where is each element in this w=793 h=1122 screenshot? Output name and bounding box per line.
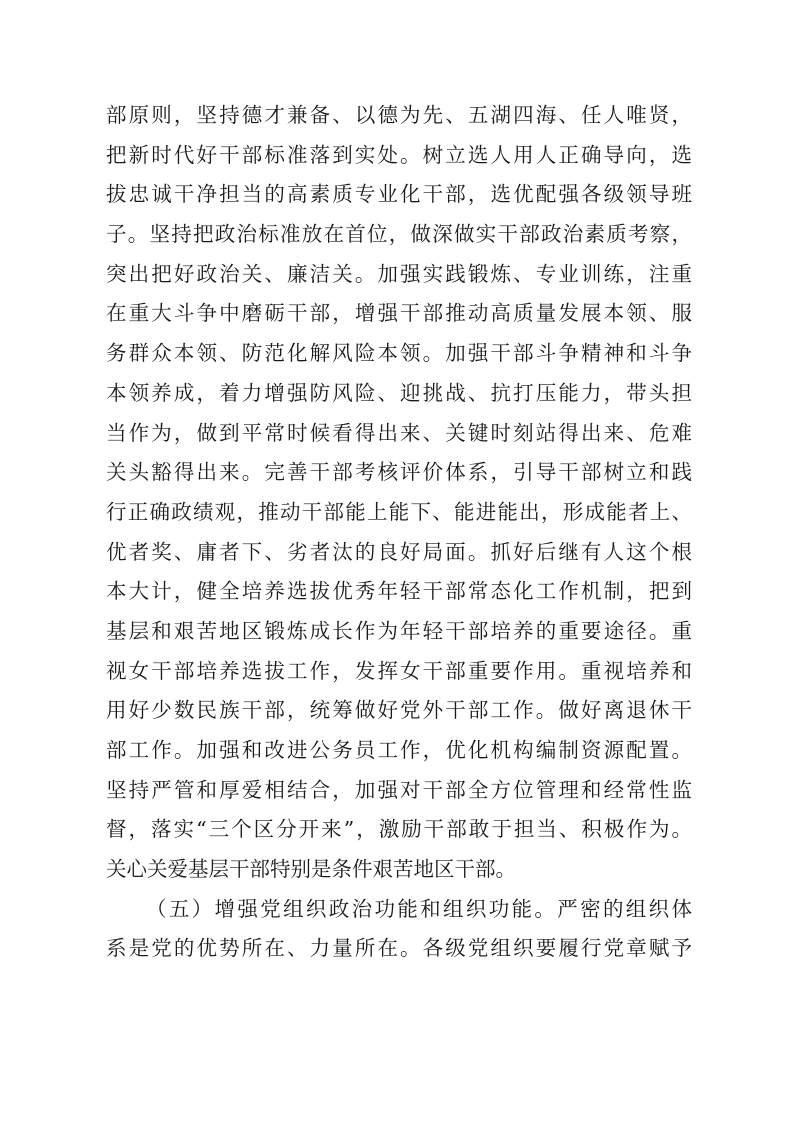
text-line: 本领养成，着力增强防风险、迎挑战、抗打压能力，带头担 [106,380,692,405]
text-line: 督，落实“三个区分开来”，激励干部敢于担当、积极作为。 [106,817,692,842]
body-text [106,96,692,969]
text-line: 部工作。加强和改进公务员工作，优化机构编制资源配置。 [106,738,692,762]
text-line: 本大计，健全培养选拔优秀年轻干部常态化工作机制，把到 [106,579,692,604]
text-line: 把新时代好干部标准落到实处。树立选人用人正确导向，选 [106,142,692,167]
text-line: 基层和艰苦地区锻炼成长作为年轻干部培养的重要途径。重 [106,618,692,643]
text-line: 系是党的优势所在、力量所在。各级党组织要履行党章赋予 [106,936,692,961]
text-line: 行正确政绩观，推动干部能上能下、能进能出，形成能者上、 [106,499,692,524]
text-line: 拔忠诚干净担当的高素质专业化干部，选优配强各级领导班 [106,182,692,207]
text-line: 突出把好政治关、廉洁关。加强实践锻炼、专业训练，注重 [106,261,692,286]
text-line: 当作为，做到平常时候看得出来、关键时刻站得出来、危难 [106,420,692,445]
text-line: 视女干部培养选拔工作，发挥女干部重要作用。重视培养和 [106,658,692,683]
text-line: 部原则，坚持德才兼备、以德为先、五湖四海、任人唯贤， [106,103,692,127]
section-heading-line: （五）增强党组织政治功能和组织功能。严密的组织体 [146,896,692,921]
text-line: 关头豁得出来。完善干部考核评价体系，引导干部树立和践 [106,460,692,485]
text-line: 务群众本领、防范化解风险本领。加强干部斗争精神和斗争 [106,341,692,366]
text-line: 在重大斗争中磨砺干部，增强干部推动高质量发展本领、服 [106,301,692,326]
paragraph-end-line: 关心关爱基层干部特别是条件艰苦地区干部。 [106,857,516,882]
text-line: 坚持严管和厚爱相结合，加强对干部全方位管理和经常性监 [106,777,692,802]
text-line: 用好少数民族干部，统筹做好党外干部工作。做好离退休干 [106,698,692,723]
text-line: 子。坚持把政治标准放在首位，做深做实干部政治素质考察， [106,222,692,247]
text-line: 优者奖、庸者下、劣者汰的良好局面。抓好后继有人这个根 [106,539,692,564]
